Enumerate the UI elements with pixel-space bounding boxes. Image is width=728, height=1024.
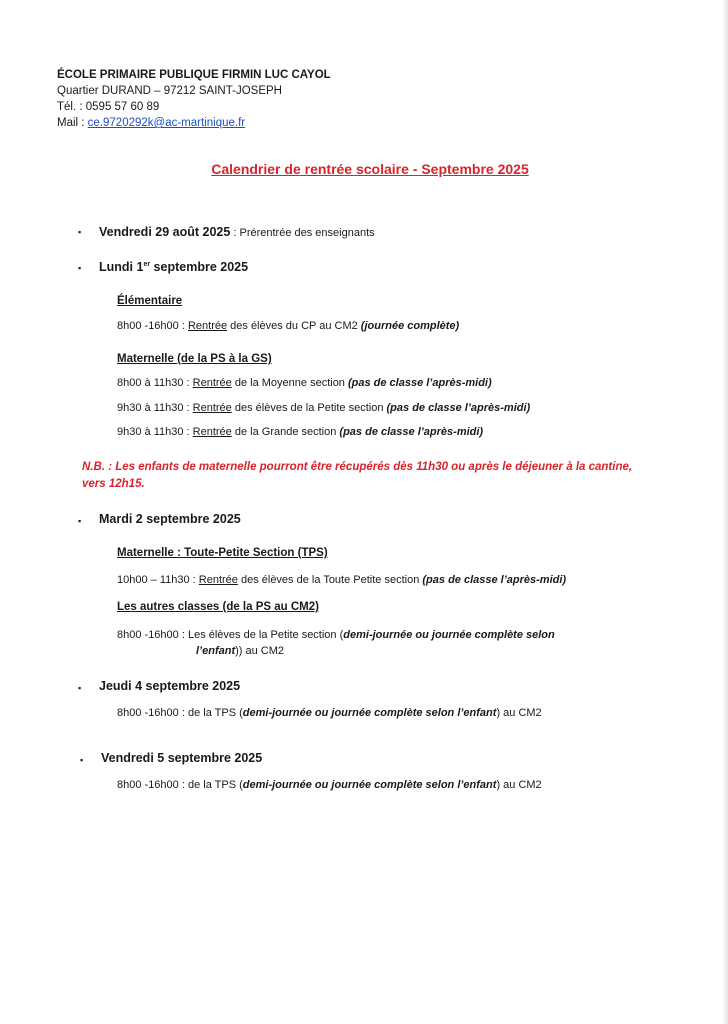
day-4-line <box>117 707 542 719</box>
rentree: Rentrée <box>192 377 232 389</box>
bullet-icon: ▪ <box>78 263 82 273</box>
time: 8h00 -16h00 : <box>117 629 188 641</box>
rentree: Rentrée <box>192 402 232 414</box>
day-3-date: Mardi 2 septembre 2025 <box>99 512 241 526</box>
line-text: des élèves de la Petite section <box>231 402 387 414</box>
line-note: (pas de classe l’après-midi) <box>347 377 492 389</box>
time: 9h30 à 11h30 : <box>117 402 193 414</box>
autres-line-1 <box>117 629 555 641</box>
rentree: Rentrée <box>192 426 232 438</box>
elementaire-line <box>117 320 459 332</box>
school-mail <box>57 116 245 130</box>
line-text: de la TPS ( <box>187 707 243 719</box>
nb-note: N.B. : Les enfants de maternelle pourront être récupérés dès 11h30 ou après le déjeuner à la cantine, vers 12h15. <box>82 461 633 490</box>
time: 8h00 à 11h30 : <box>117 377 193 389</box>
line-note: (pas de classe l’après-midi) <box>422 574 567 586</box>
maternelle-line-1 <box>117 377 492 389</box>
bullet-icon: ▪ <box>78 227 82 237</box>
day-2-date <box>99 260 248 274</box>
day-2-date-rest: septembre 2025 <box>150 260 249 274</box>
line-text: de la TPS ( <box>187 779 243 791</box>
maternelle-line-2 <box>117 402 530 414</box>
rentree: Rentrée <box>187 320 228 332</box>
document-title: Calendrier de rentrée scolaire - Septembre 2025 <box>211 161 529 177</box>
mail-label: Mail : <box>57 117 88 129</box>
line-note: demi-journée ou journée complète selon l’enfant <box>242 707 497 719</box>
time: 8h00 -16h00 : <box>117 320 188 332</box>
day-5-line <box>117 779 542 791</box>
tps-heading: Maternelle : Toute-Petite Section (TPS) <box>117 547 328 559</box>
autres-heading: Les autres classes (de la PS au CM2) <box>117 601 319 613</box>
line-tail: )) au CM2 <box>235 645 285 657</box>
line-note: (pas de classe l’après-midi) <box>386 402 531 414</box>
mail-link[interactable]: ce.9720292k@ac-martinique.fr <box>87 117 246 129</box>
line-note: (journée complète) <box>360 320 460 332</box>
day-1-desc: : Prérentrée des enseignants <box>230 227 375 239</box>
school-phone: Tél. : 0595 57 60 89 <box>57 101 160 113</box>
line-note: demi-journée ou journée complète selon <box>343 629 555 641</box>
school-name: ÉCOLE PRIMAIRE PUBLIQUE FIRMIN LUC CAYOL <box>57 69 331 81</box>
day-4-date: Jeudi 4 septembre 2025 <box>99 679 241 693</box>
bullet-icon: ▪ <box>78 516 82 526</box>
line-text: de la Grande section <box>231 426 340 438</box>
time: 9h30 à 11h30 : <box>117 426 193 438</box>
time: 10h00 – 11h30 : <box>117 574 199 586</box>
line-text: Les élèves de la Petite section ( <box>187 629 344 641</box>
line-text: de la Moyenne section <box>231 377 348 389</box>
day-5-date: Vendredi 5 septembre 2025 <box>101 751 263 765</box>
maternelle-line-3 <box>117 426 483 438</box>
maternelle-heading: Maternelle (de la PS à la GS) <box>117 353 272 365</box>
line-note-cont: l’enfant <box>196 645 236 657</box>
line-text: des élèves de la Toute Petite section <box>237 574 423 586</box>
school-address: Quartier DURAND – 97212 SAINT-JOSEPH <box>57 85 282 97</box>
tps-line <box>117 574 566 586</box>
line-tail: ) au CM2 <box>496 779 542 791</box>
time: 8h00 -16h00 : <box>117 707 188 719</box>
day-1-date: Vendredi 29 août 2025 <box>99 225 231 239</box>
elementaire-heading: Élémentaire <box>117 295 183 307</box>
autres-line-2 <box>196 645 284 657</box>
line-text: des élèves du CP au CM2 <box>227 320 361 332</box>
day-2-date-part: Lundi 1 <box>99 260 144 274</box>
rentree: Rentrée <box>198 574 238 586</box>
time: 8h00 -16h00 : <box>117 779 188 791</box>
page-edge-shadow <box>722 0 728 1024</box>
line-note: demi-journée ou journée complète selon l’enfant <box>242 779 497 791</box>
day-2-date-sup: er <box>143 260 151 268</box>
day-1 <box>99 225 375 239</box>
line-tail: ) au CM2 <box>496 707 542 719</box>
bullet-icon: ▪ <box>78 683 82 693</box>
line-note: (pas de classe l’après-midi) <box>339 426 484 438</box>
bullet-icon: ▪ <box>80 755 84 765</box>
